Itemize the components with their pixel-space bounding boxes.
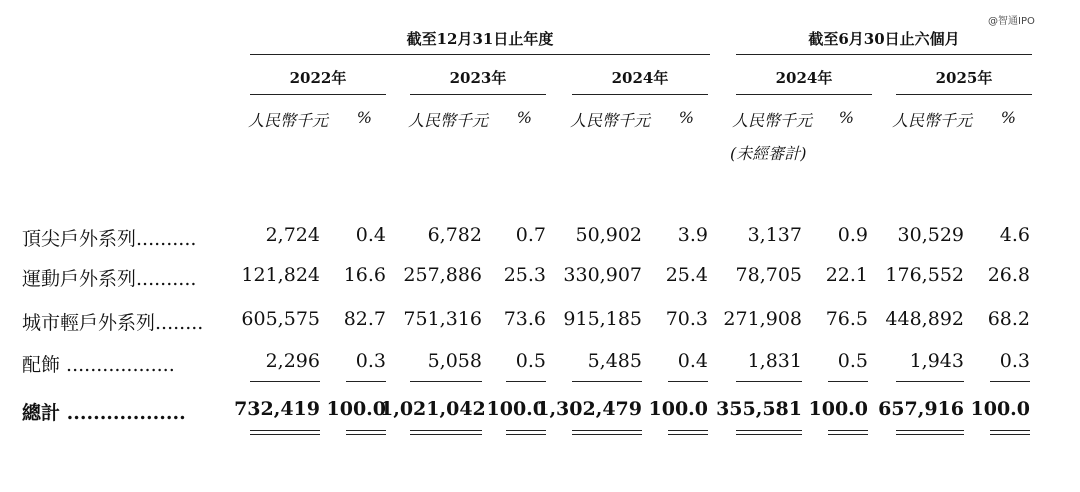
- total-percent-cell: 100.0: [326, 398, 386, 420]
- total-double-rule: [506, 430, 546, 435]
- total-amount-cell: 355,581: [716, 398, 802, 420]
- row-label: 運動戶外系列..........: [22, 268, 197, 290]
- year-rule: [250, 94, 386, 95]
- amount-cell: 50,902: [575, 224, 642, 246]
- amount-cell: 6,782: [427, 224, 482, 246]
- total-double-rule: [410, 430, 482, 435]
- amount-cell: 751,316: [403, 308, 482, 330]
- amount-cell: 176,552: [885, 264, 964, 286]
- year-header-2022: 2022年: [289, 69, 347, 87]
- amount-cell: 5,058: [427, 350, 482, 372]
- percent-cell: 0.4: [677, 350, 708, 372]
- subtotal-rule: [736, 381, 802, 382]
- percent-cell: 0.4: [355, 224, 386, 246]
- total-label: 總計 ..................: [22, 402, 186, 424]
- unit-rmb-thousand: 人民幣千元: [732, 111, 813, 130]
- percent-cell: 4.6: [999, 224, 1030, 246]
- amount-cell: 915,185: [563, 308, 642, 330]
- subtotal-rule: [410, 381, 482, 382]
- year-rule: [736, 94, 872, 95]
- source-watermark: @智通IPO: [988, 16, 1035, 27]
- percent-cell: 0.7: [515, 224, 546, 246]
- row-label: 城市輕戶外系列........: [22, 312, 204, 334]
- total-percent-cell: 100.0: [648, 398, 708, 420]
- subtotal-rule: [572, 381, 642, 382]
- amount-cell: 330,907: [563, 264, 642, 286]
- annual-group-header: 截至12月31日止年度: [406, 30, 554, 48]
- subtotal-rule: [506, 381, 546, 382]
- unit-percent: %: [838, 108, 854, 127]
- total-amount-cell: 657,916: [878, 398, 964, 420]
- percent-cell: 0.3: [355, 350, 386, 372]
- amount-cell: 271,908: [723, 308, 802, 330]
- percent-cell: 22.1: [825, 264, 868, 286]
- total-percent-cell: 100.0: [808, 398, 868, 420]
- subtotal-rule: [828, 381, 868, 382]
- subtotal-rule: [990, 381, 1030, 382]
- subtotal-rule: [668, 381, 708, 382]
- subtotal-rule: [250, 381, 320, 382]
- total-double-rule: [250, 430, 320, 435]
- interim-group-header: 截至6月30日止六個月: [808, 30, 960, 48]
- total-double-rule: [346, 430, 386, 435]
- percent-cell: 26.8: [987, 264, 1030, 286]
- year-rule: [572, 94, 708, 95]
- unaudited-note: (未經審計): [730, 144, 807, 163]
- year-rule: [410, 94, 546, 95]
- unit-percent: %: [678, 108, 694, 127]
- year-header-2024: 2024年: [611, 69, 669, 87]
- percent-cell: 76.5: [825, 308, 868, 330]
- unit-percent: %: [516, 108, 532, 127]
- year-header-2024-interim: 2024年: [775, 69, 833, 87]
- percent-cell: 3.9: [677, 224, 708, 246]
- amount-cell: 448,892: [885, 308, 964, 330]
- percent-cell: 0.3: [999, 350, 1030, 372]
- total-double-rule: [572, 430, 642, 435]
- amount-cell: 3,137: [747, 224, 802, 246]
- total-amount-cell: 1,302,479: [536, 398, 642, 420]
- percent-cell: 0.5: [837, 350, 868, 372]
- unit-rmb-thousand: 人民幣千元: [248, 111, 329, 130]
- percent-cell: 25.4: [665, 264, 708, 286]
- total-percent-cell: 100.0: [486, 398, 546, 420]
- percent-cell: 82.7: [343, 308, 386, 330]
- amount-cell: 1,943: [909, 350, 964, 372]
- amount-cell: 605,575: [241, 308, 320, 330]
- unit-percent: %: [356, 108, 372, 127]
- amount-cell: 1,831: [747, 350, 802, 372]
- percent-cell: 68.2: [987, 308, 1030, 330]
- amount-cell: 257,886: [403, 264, 482, 286]
- row-label: 配飾 ..................: [22, 354, 175, 376]
- percent-cell: 0.5: [515, 350, 546, 372]
- total-double-rule: [828, 430, 868, 435]
- subtotal-rule: [896, 381, 964, 382]
- unit-percent: %: [1000, 108, 1016, 127]
- unit-rmb-thousand: 人民幣千元: [892, 111, 973, 130]
- amount-cell: 121,824: [241, 264, 320, 286]
- subtotal-rule: [346, 381, 386, 382]
- amount-cell: 78,705: [735, 264, 802, 286]
- year-header-2023: 2023年: [449, 69, 507, 87]
- row-label: 頂尖戶外系列..........: [22, 228, 197, 250]
- amount-cell: 30,529: [897, 224, 964, 246]
- percent-cell: 16.6: [343, 264, 386, 286]
- total-double-rule: [990, 430, 1030, 435]
- total-amount-cell: 732,419: [234, 398, 320, 420]
- unit-rmb-thousand: 人民幣千元: [570, 111, 651, 130]
- amount-cell: 2,724: [265, 224, 320, 246]
- percent-cell: 73.6: [503, 308, 546, 330]
- unit-rmb-thousand: 人民幣千元: [408, 111, 489, 130]
- annual-group-rule: [250, 54, 710, 55]
- amount-cell: 5,485: [587, 350, 642, 372]
- year-header-2025-interim: 2025年: [935, 69, 993, 87]
- percent-cell: 25.3: [503, 264, 546, 286]
- total-double-rule: [736, 430, 802, 435]
- interim-group-rule: [736, 54, 1032, 55]
- total-amount-cell: 1,021,042: [380, 398, 486, 420]
- total-double-rule: [668, 430, 708, 435]
- total-double-rule: [896, 430, 964, 435]
- amount-cell: 2,296: [265, 350, 320, 372]
- year-rule: [896, 94, 1032, 95]
- percent-cell: 70.3: [665, 308, 708, 330]
- percent-cell: 0.9: [837, 224, 868, 246]
- total-percent-cell: 100.0: [970, 398, 1030, 420]
